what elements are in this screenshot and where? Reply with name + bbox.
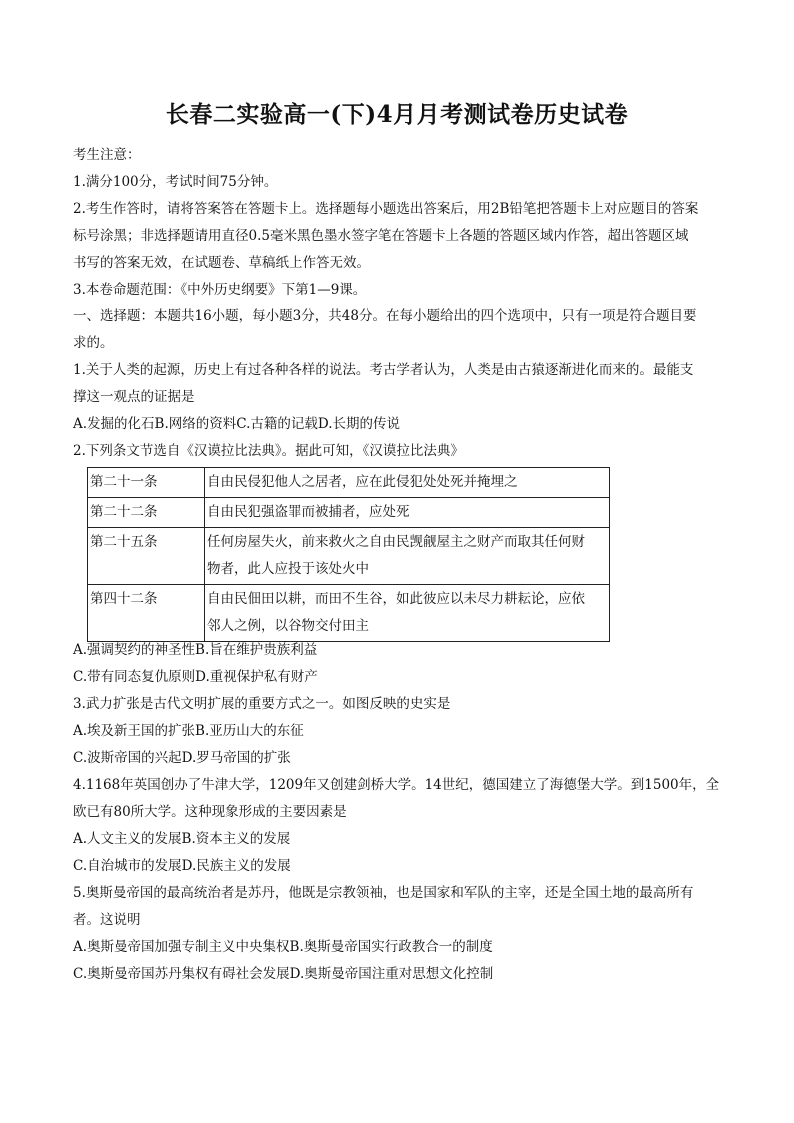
q2-options-cd: C.带有同态复仇原则D.重视保护私有财产 xyxy=(73,669,318,685)
table-row xyxy=(88,528,610,585)
q5-options-ab: A.奥斯曼帝国加强专制主义中央集权B.奥斯曼帝国实行政教合一的制度 xyxy=(73,939,493,955)
q1-options: A.发掘的化石B.网络的资料C.古籍的记载D.长期的传说 xyxy=(73,416,401,432)
table-row xyxy=(88,498,610,528)
notice-heading: 考生注意： xyxy=(73,147,141,163)
article-number: 第二十五条 xyxy=(88,528,205,585)
article-text xyxy=(205,528,610,585)
article-number: 第二十二条 xyxy=(88,498,205,528)
q5-stem-cont: 者。这说明 xyxy=(73,912,141,928)
q4-options-ab: A.人文主义的发展B.资本主义的发展 xyxy=(73,831,291,847)
section-heading-cont: 求的。 xyxy=(73,335,114,351)
q4-stem: 4.1168年英国创办了牛津大学，1209年又创建剑桥大学。14世纪，德国建立了海德堡大学。到1500年，全 xyxy=(73,777,720,793)
q4-options-cd: C.自治城市的发展D.民族主义的发展 xyxy=(73,858,291,874)
article-text xyxy=(205,498,610,528)
article-text-line: 物者，此人应投于该处火中 xyxy=(207,561,369,577)
q3-options-ab: A.埃及新王国的扩张B.亚历山大的东征 xyxy=(73,723,304,739)
q1-stem: 1.关于人类的起源，历史上有过各种各样的说法。考古学者认为，人类是由古猿逐渐进化而来的。最能支 xyxy=(73,362,694,378)
q2-options-ab: A.强调契约的神圣性B.旨在维护贵族利益 xyxy=(73,642,318,658)
q5-options-cd: C.奥斯曼帝国苏丹集权有碍社会发展D.奥斯曼帝国注重对思想文化控制 xyxy=(73,966,494,982)
article-text xyxy=(205,468,610,498)
table-row xyxy=(88,585,610,642)
q3-options-cd: C.波斯帝国的兴起D.罗马帝国的扩张 xyxy=(73,750,291,766)
notice-line-5: 3.本卷命题范围：《中外历史纲要》下第1—9课。 xyxy=(73,282,367,298)
article-text-line: 自由民侵犯他人之居者，应在此侵犯处处死并掩埋之 xyxy=(207,474,518,490)
article-text xyxy=(205,585,610,642)
article-text-line: 邻人之例，以谷物交付田主 xyxy=(207,618,369,634)
exam-title: 长春二实验高一(下)4月月考测试卷历史试卷 xyxy=(165,101,629,128)
law-table xyxy=(87,467,610,642)
q2-stem: 2.下列条文节选自《汉谟拉比法典》。据此可知，《汉谟拉比法典》 xyxy=(73,443,464,459)
article-text-line: 任何房屋失火，前来救火之自由民觊觎屋主之财产而取其任何财 xyxy=(207,534,585,550)
q4-stem-cont: 欧已有80所大学。这种现象形成的主要因素是 xyxy=(73,804,347,820)
notice-line-1: 1.满分100分，考试时间75分钟。 xyxy=(73,174,278,190)
article-text-line: 自由民犯强盗罪而被捕者，应处死 xyxy=(207,504,410,520)
table-row xyxy=(88,468,610,498)
article-text-line: 自由民佃田以耕，而田不生谷，如此彼应以未尽力耕耘论，应依 xyxy=(207,591,585,607)
section-heading: 一、选择题：本题共16小题，每小题3分，共48分。在每小题给出的四个选项中，只有一项是符合题目要 xyxy=(73,308,697,324)
q5-stem: 5.奥斯曼帝国的最高统治者是苏丹，他既是宗教领袖，也是国家和军队的主宰，还是全国土地的最高所有 xyxy=(73,885,694,901)
article-number: 第四十二条 xyxy=(88,585,205,642)
q1-stem-cont: 撑这一观点的证据是 xyxy=(73,389,195,405)
q3-stem: 3.武力扩张是古代文明扩展的重要方式之一。如图反映的史实是 xyxy=(73,696,451,712)
notice-line-3: 标号涂黑；非选择题请用直径0.5毫米黑色墨水签字笔在答题卡上各题的答题区域内作答，超出答题区域 xyxy=(73,228,689,244)
notice-line-2: 2.考生作答时，请将答案答在答题卡上。选择题每小题选出答案后，用2B铅笔把答题卡上对应题目的答案 xyxy=(73,201,699,217)
article-number: 第二十一条 xyxy=(88,468,205,498)
notice-line-4: 书写的答案无效，在试题卷、草稿纸上作答无效。 xyxy=(73,255,370,271)
